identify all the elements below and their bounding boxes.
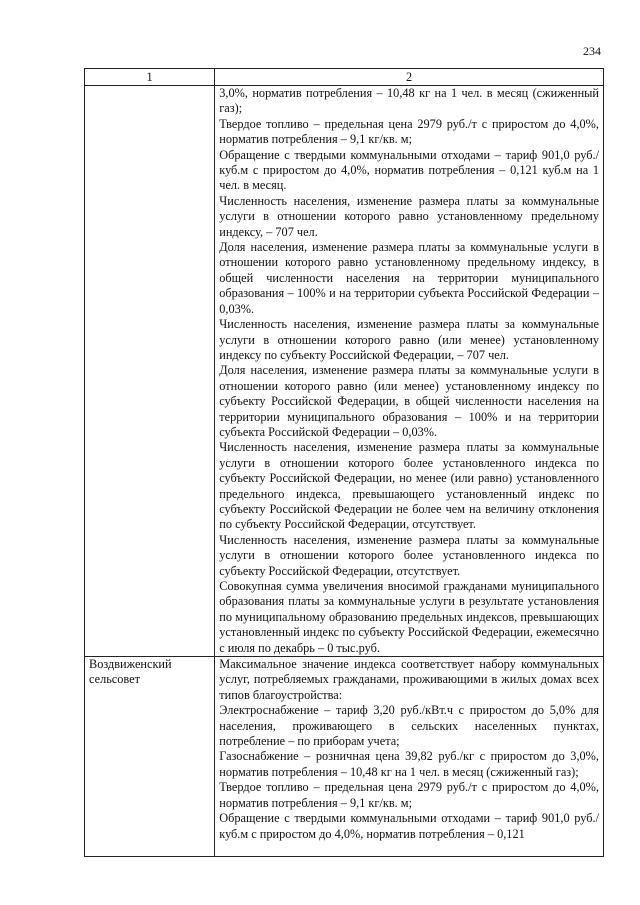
column-header-1: 1 — [85, 69, 215, 86]
paragraph: Твердое топливо – предельная цена 2979 руб./т с приростом до 4,0%, норматив потребления – 9,1 кг/кв. м; — [219, 780, 599, 810]
paragraph: Твердое топливо – предельная цена 2979 руб./т с приростом до 4,0%, норматив потребления – 9,1 кг/кв. м; — [219, 116, 599, 147]
paragraph: Обращение с твердыми коммунальными отходами – тариф 901,0 руб./куб.м с приростом до 4,0%, норматив потребления – 0,121 куб.м на 1 чел. в месяц. — [219, 147, 599, 193]
paragraph: Доля населения, изменение размера платы за коммунальные услуги в отношении которого равно (или менее) установленному индексу по субъекту Российской Федерации, в общей численности населения на территории муниципального образования – 100% и на территории субъекта Российской Федерации – 0,03%. — [219, 363, 599, 439]
paragraph: Численность населения, изменение размера платы за коммунальные услуги в отношении которого более установленного индекса по субъекту Российской Федерации, но менее (или равно) установленного предельного индекса, превышающего установленный индекс по субъекту Российской Федерации не более чем на величину отклонения по субъекту Российской Федерации, отсутствует. — [219, 440, 599, 532]
paragraph: Максимальное значение индекса соответствует набору коммунальных услуг, потребляемых гражданами, проживающими в жилых домах всех типов благоустройства: — [219, 657, 599, 702]
municipality-cell: Воздвиженский сельсовет — [85, 657, 215, 857]
paragraph: Совокупная сумма увеличения вносимой гражданами муниципального образования платы за коммунальные услуги в результате установления по муниципальному образованию предельных индексов, превышающих установленный индекс по субъекту Российской Федерации, ежемесячно с июля по декабрь – 0 тыс.руб. — [219, 579, 599, 655]
paragraph: 3,0%, норматив потребления – 10,48 кг на 1 чел. в месяц (сжиженный газ); — [219, 86, 599, 116]
description-cell — [215, 657, 604, 857]
paragraph: Электроснабжение – тариф 3,20 руб./кВт.ч с приростом до 5,0% для населения, проживающего в сельских населенных пунктах, потребление – по приборам учета; — [219, 703, 599, 749]
table-row — [85, 657, 604, 857]
table-header-row — [85, 69, 604, 86]
municipality-cell — [85, 86, 215, 657]
paragraph: Газоснабжение – розничная цена 39,82 руб./кг с приростом до 3,0%, норматив потребления – 10,48 кг на 1 чел. в месяц (сжиженный газ); — [219, 749, 599, 779]
table-row — [85, 86, 604, 657]
paragraph: Доля населения, изменение размера платы за коммунальные услуги в отношении которого равно установленному предельному индексу, в общей численности населения на территории муниципального образования – 100% и на территории субъекта Российской Федерации – 0,03%. — [219, 240, 599, 316]
document-table — [84, 68, 604, 857]
description-cell — [215, 86, 604, 657]
paragraph: Численность населения, изменение размера платы за коммунальные услуги в отношении которого равно установленному предельному индексу, – 707 чел. — [219, 193, 599, 239]
page-number: 234 — [583, 44, 601, 58]
paragraph: Численность населения, изменение размера платы за коммунальные услуги в отношении которого более установленного индекса по субъекту Российской Федерации, отсутствует. — [219, 532, 599, 578]
paragraph: Обращение с твердыми коммунальными отходами – тариф 901,0 руб./куб.м с приростом до 4,0%, норматив потребления – 0,121 — [219, 811, 599, 841]
column-header-2: 2 — [215, 69, 604, 86]
paragraph: Численность населения, изменение размера платы за коммунальные услуги в отношении которого равно (или менее) установленному индексу по субъекту Российской Федерации, – 707 чел. — [219, 317, 599, 362]
